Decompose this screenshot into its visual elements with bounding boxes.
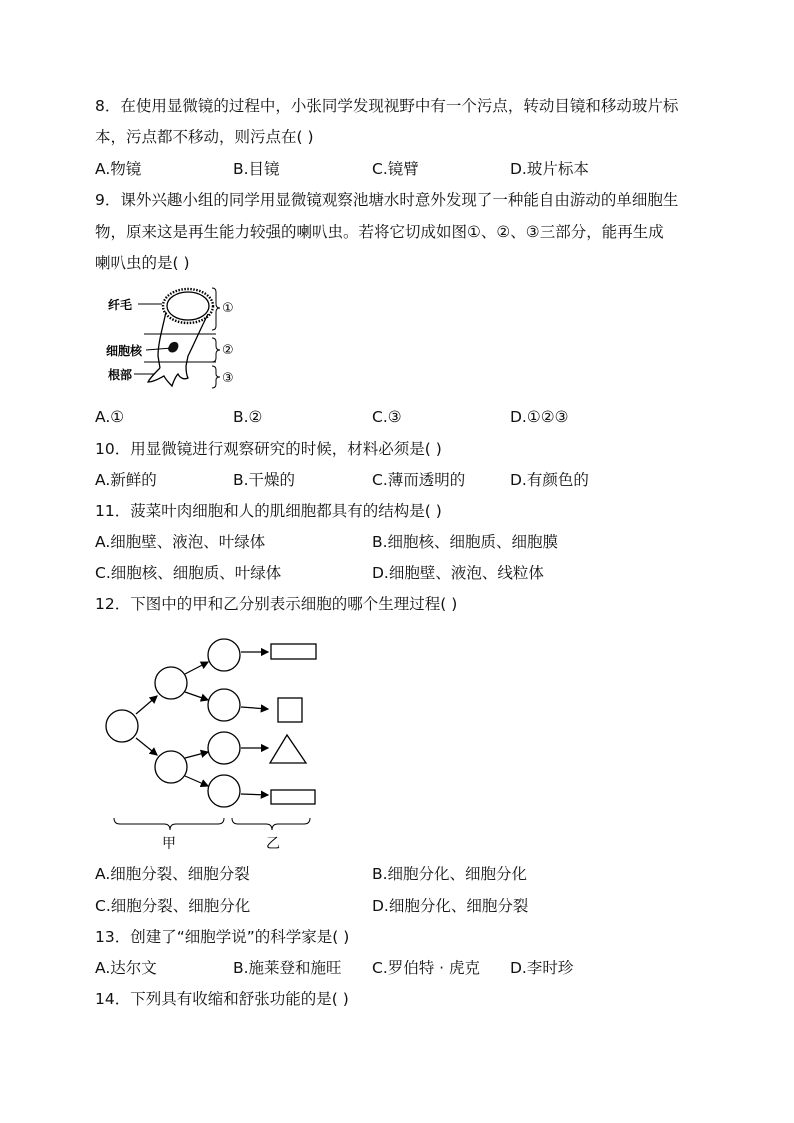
label-yi: 乙 [266,836,280,852]
q12-stem: 12．下图中的甲和乙分别表示细胞的哪个生理过程( ) [95,595,458,613]
q8-stem-line1: 8．在使用显微镜的过程中，小张同学发现视野中有一个污点，转动目镜和移动玻片标 [95,97,679,115]
q9-stem-line1: 9．课外兴趣小组的同学用显微镜观察池塘水时意外发现了一种能自由游动的单细胞生 [95,191,679,209]
differentiated-rect-bottom [271,790,315,804]
q8-option-c: C.镜臂 [372,160,419,178]
q10-option-a: A.新鲜的 [95,471,157,489]
q11-option-d: D.细胞壁、液泡、线粒体 [372,564,544,582]
cell-gen1-bottom [155,751,187,783]
differentiated-rect-top [271,644,316,659]
q11-option-a: A.细胞壁、液泡、叶绿体 [95,533,266,551]
q8-stem-line2: 本，污点都不移动，则污点在( ) [95,128,314,146]
cell-gen2-2 [208,689,240,721]
q9-option-b: B.② [233,408,263,426]
q9-stem-line2: 物，原来这是再生能力较强的喇叭虫。若将它切成如图①、②、③三部分，能再生成 [95,223,664,241]
part-1-label: ① [222,301,234,316]
cell-process-figure [100,632,325,854]
cell-gen2-4 [208,775,240,807]
cell-gen1-top [155,667,187,699]
label-cilia: 纤毛 [108,298,133,312]
cell-gen2-1 [208,639,240,671]
q9-option-c: C.③ [372,408,402,426]
differentiated-triangle [270,735,306,763]
q9-option-a: A.① [95,408,125,426]
q10-option-d: D.有颜色的 [510,471,589,489]
q13-option-c: C.罗伯特 · 虎克 [372,959,481,977]
differentiated-square [278,698,302,722]
q11-option-b: B.细胞核、细胞质、细胞膜 [372,533,559,551]
cell-gen2-3 [208,732,240,764]
q12-option-a: A.细胞分裂、细胞分裂 [95,865,250,883]
label-root: 根部 [108,368,133,382]
q13-stem: 13．创建了“细胞学说”的科学家是( ) [95,928,350,946]
q9-stem-line3: 喇叭虫的是( ) [95,254,190,272]
label-nucleus: 细胞核 [106,344,143,358]
label-jia: 甲 [162,836,176,852]
trumpet-animalcule-figure [100,282,250,394]
q10-option-c: C.薄而透明的 [372,471,466,489]
q8-option-d: D.玻片标本 [510,160,589,178]
q8-option-a: A.物镜 [95,160,142,178]
q12-option-c: C.细胞分裂、细胞分化 [95,897,251,915]
q11-stem: 11．菠菜叶肉细胞和人的肌细胞都具有的结构是( ) [95,502,442,520]
q10-option-b: B.干燥的 [233,471,296,489]
q14-stem: 14．下列具有收缩和舒张功能的是( ) [95,990,349,1008]
q12-option-b: B.细胞分化、细胞分化 [372,865,528,883]
cell-origin [106,710,138,742]
part-3-label: ③ [222,371,234,386]
part-2-label: ② [222,343,234,358]
q8-option-b: B.目镜 [233,160,280,178]
q10-stem: 10．用显微镜进行观察研究的时候，材料必须是( ) [95,440,442,458]
q13-option-b: B.施莱登和施旺 [233,959,342,977]
q12-option-d: D.细胞分化、细胞分裂 [372,897,529,915]
q13-option-a: A.达尔文 [95,959,157,977]
q13-option-d: D.李时珍 [510,959,574,977]
q11-option-c: C.细胞核、细胞质、叶绿体 [95,564,282,582]
q9-option-d: D.①②③ [510,408,569,426]
